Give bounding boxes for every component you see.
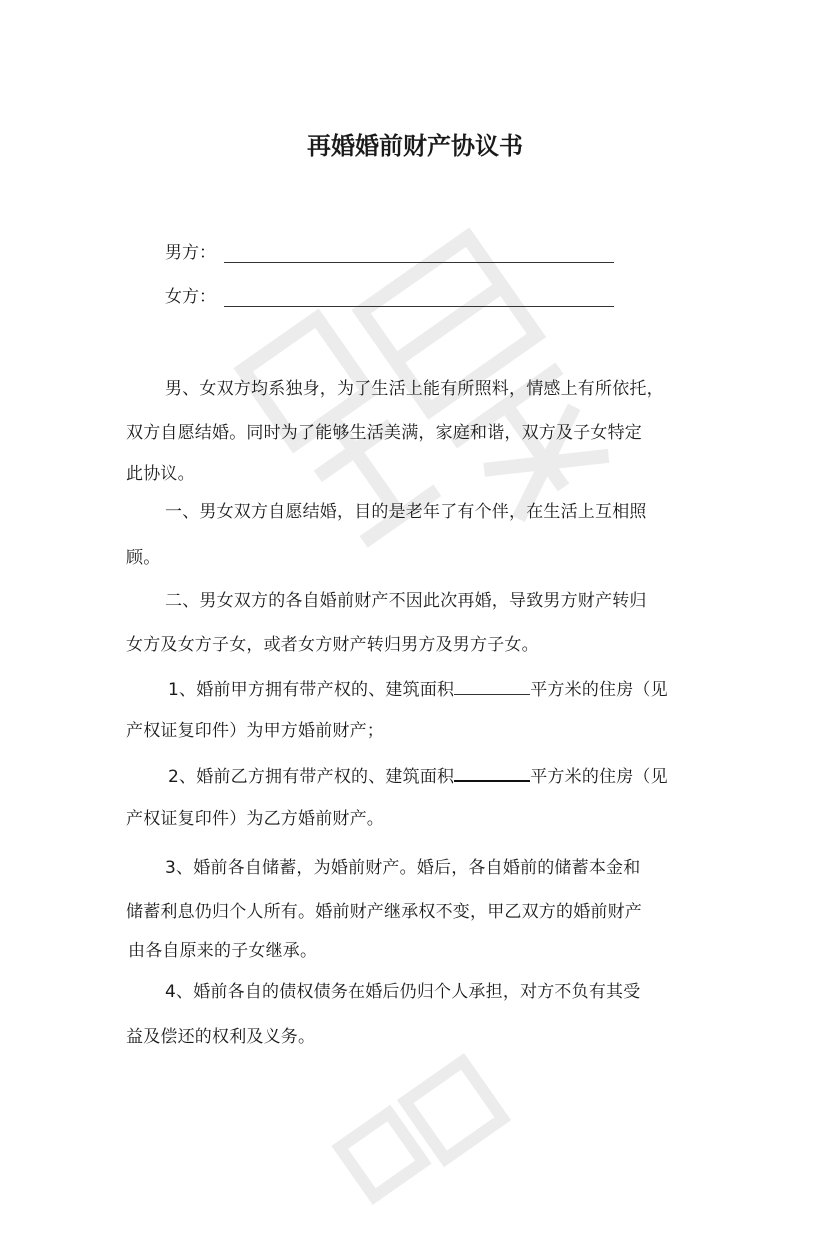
- female-party-blank[interactable]: [224, 288, 614, 307]
- clause-2-line-1: 二、男女双方的各自婚前财产不因此次再婚，导致男方财产转归: [165, 591, 647, 611]
- item-1-area-blank[interactable]: [454, 678, 530, 695]
- item-3-line-3: 由各自原来的子女继承。: [128, 941, 318, 961]
- item-1-text-before: 1、婚前甲方拥有带产权的、建筑面积: [168, 680, 455, 700]
- item-2-line-2: 产权证复印件）为乙方婚前财产。: [126, 809, 384, 829]
- item-4-line-2: 益及偿还的权利及义务。: [126, 1027, 316, 1047]
- watermark-logo-bottom: [312, 1039, 528, 1241]
- intro-line-2: 双方自愿结婚。同时为了能够生活美满，家庭和谐，双方及子女特定: [126, 423, 642, 443]
- document-title: 再婚婚前财产协议书: [307, 132, 523, 160]
- item-2-area-blank[interactable]: [454, 764, 530, 782]
- male-party-row: [165, 238, 614, 263]
- item-1-line-1: [168, 675, 758, 700]
- female-party-label: 女方：: [165, 287, 216, 307]
- female-party-row: [165, 282, 614, 307]
- item-2-text-after: 平方米的住房（见: [530, 767, 668, 787]
- male-party-label: 男方：: [165, 243, 216, 263]
- item-3-line-1: 3、婚前各自储蓄，为婚前财产。婚后，各自婚前的储蓄本金和: [165, 858, 641, 878]
- item-3-line-2: 储蓄利息仍归个人所有。婚前财产继承权不变，甲乙双方的婚前财产: [126, 902, 642, 922]
- clause-1-line-2: 顾。: [126, 548, 161, 568]
- item-1-text-after: 平方米的住房（见: [530, 680, 668, 700]
- intro-line-3: 此协议。: [126, 464, 195, 484]
- male-party-blank[interactable]: [224, 244, 614, 263]
- item-2-line-1: [168, 762, 758, 787]
- intro-line-1: 男、女双方均系独身，为了生活上能有所照料，情感上有所依托，: [165, 379, 664, 399]
- clause-2-line-2: 女方及女方子女，或者女方财产转归男方及男方子女。: [126, 635, 539, 655]
- clause-1-line-1: 一、男女双方自愿结婚，目的是老年了有个伴，在生活上互相照: [165, 502, 647, 522]
- item-4-line-1: 4、婚前各自的债权债务在婚后仍归个人承担，对方不负有其受: [165, 982, 641, 1002]
- item-2-text-before: 2、婚前乙方拥有带产权的、建筑面积: [168, 767, 455, 787]
- item-1-line-2: 产权证复印件）为甲方婚前财产；: [126, 721, 384, 741]
